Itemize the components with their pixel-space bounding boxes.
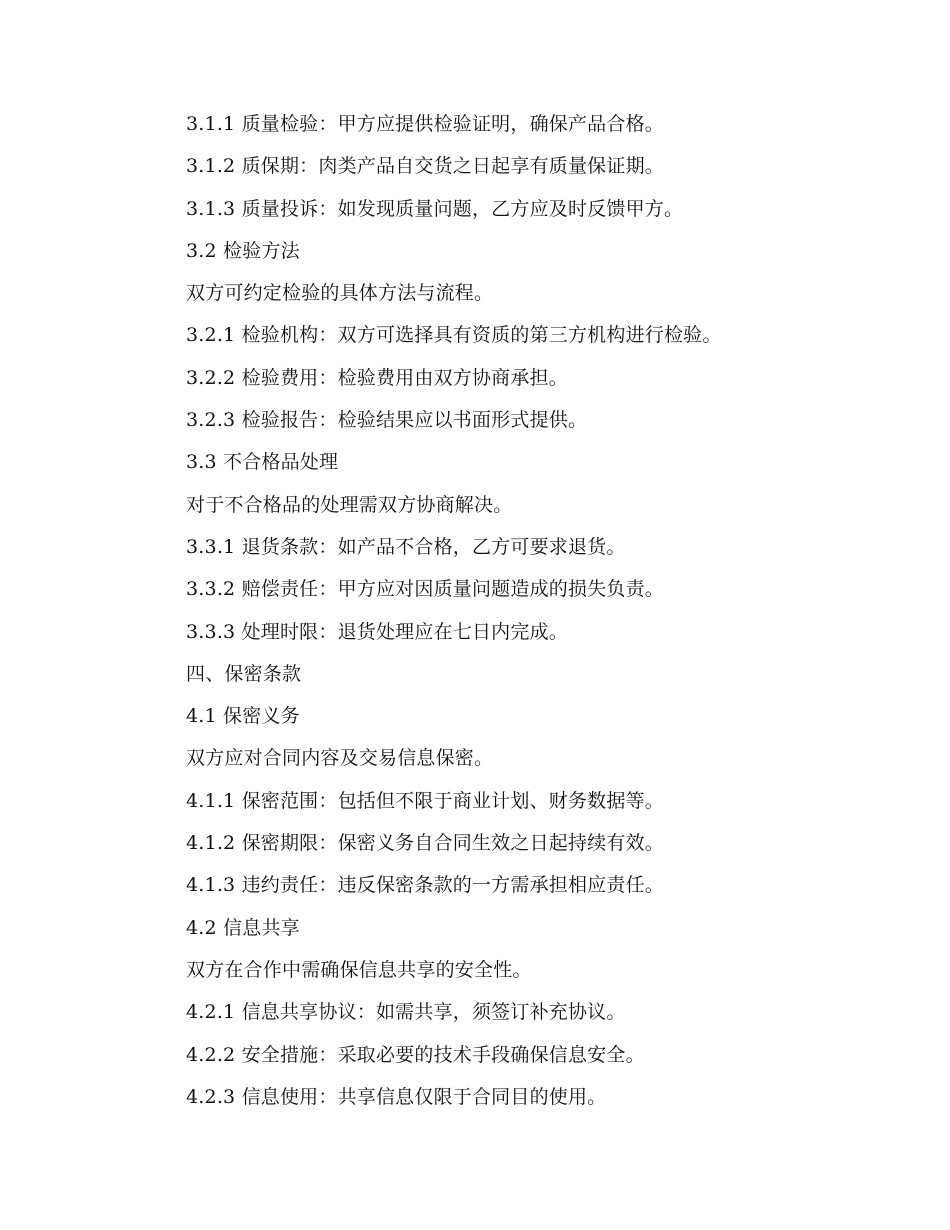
- clause-3-2-3: 3.2.3 检验报告：检验结果应以书面形式提供。: [186, 409, 588, 432]
- clause-4-1-3: 4.1.3 违约责任：违反保密条款的一方需承担相应责任。: [186, 874, 664, 897]
- section-heading-3-2: 3.2 检验方法: [186, 239, 300, 262]
- clause-3-1-3: 3.1.3 质量投诉：如发现质量问题，乙方应及时反馈甲方。: [186, 197, 684, 220]
- document-body: [186, 107, 886, 1122]
- section-heading-4-1: 4.1 保密义务: [186, 705, 300, 728]
- clause-3-1-2: 3.1.2 质保期：肉类产品自交货之日起享有质量保证期。: [186, 155, 664, 178]
- section-heading-4-2: 4.2 信息共享: [186, 916, 300, 939]
- section-intro-4-2: 双方在合作中需确保信息共享的安全性。: [186, 958, 532, 981]
- clause-4-2-2: 4.2.2 安全措施：采取必要的技术手段确保信息安全。: [186, 1043, 645, 1066]
- section-intro-4-1: 双方应对合同内容及交易信息保密。: [186, 747, 494, 770]
- clause-4-1-1: 4.1.1 保密范围：包括但不限于商业计划、财务数据等。: [186, 789, 664, 812]
- section-heading-3-3: 3.3 不合格品处理: [186, 451, 339, 474]
- chapter-heading-4: 四、保密条款: [186, 662, 302, 685]
- clause-4-1-2: 4.1.2 保密期限：保密义务自合同生效之日起持续有效。: [186, 832, 664, 855]
- clause-3-2-2: 3.2.2 检验费用：检验费用由双方协商承担。: [186, 366, 568, 389]
- clause-3-3-3: 3.3.3 处理时限：退货处理应在七日内完成。: [186, 620, 568, 643]
- section-intro-3-2: 双方可约定检验的具体方法与流程。: [186, 282, 494, 305]
- section-intro-3-3: 对于不合格品的处理需双方协商解决。: [186, 493, 513, 516]
- clause-4-2-1: 4.2.1 信息共享协议：如需共享，须签订补充协议。: [186, 1001, 626, 1024]
- clause-3-3-1: 3.3.1 退货条款：如产品不合格，乙方可要求退货。: [186, 535, 626, 558]
- clause-4-2-3: 4.2.3 信息使用：共享信息仅限于合同目的使用。: [186, 1085, 607, 1108]
- clause-3-3-2: 3.3.2 赔偿责任：甲方应对因质量问题造成的损失负责。: [186, 578, 664, 601]
- clause-3-1-1: 3.1.1 质量检验：甲方应提供检验证明，确保产品合格。: [186, 113, 664, 135]
- clause-3-2-1: 3.2.1 检验机构：双方可选择具有资质的第三方机构进行检验。: [186, 324, 722, 347]
